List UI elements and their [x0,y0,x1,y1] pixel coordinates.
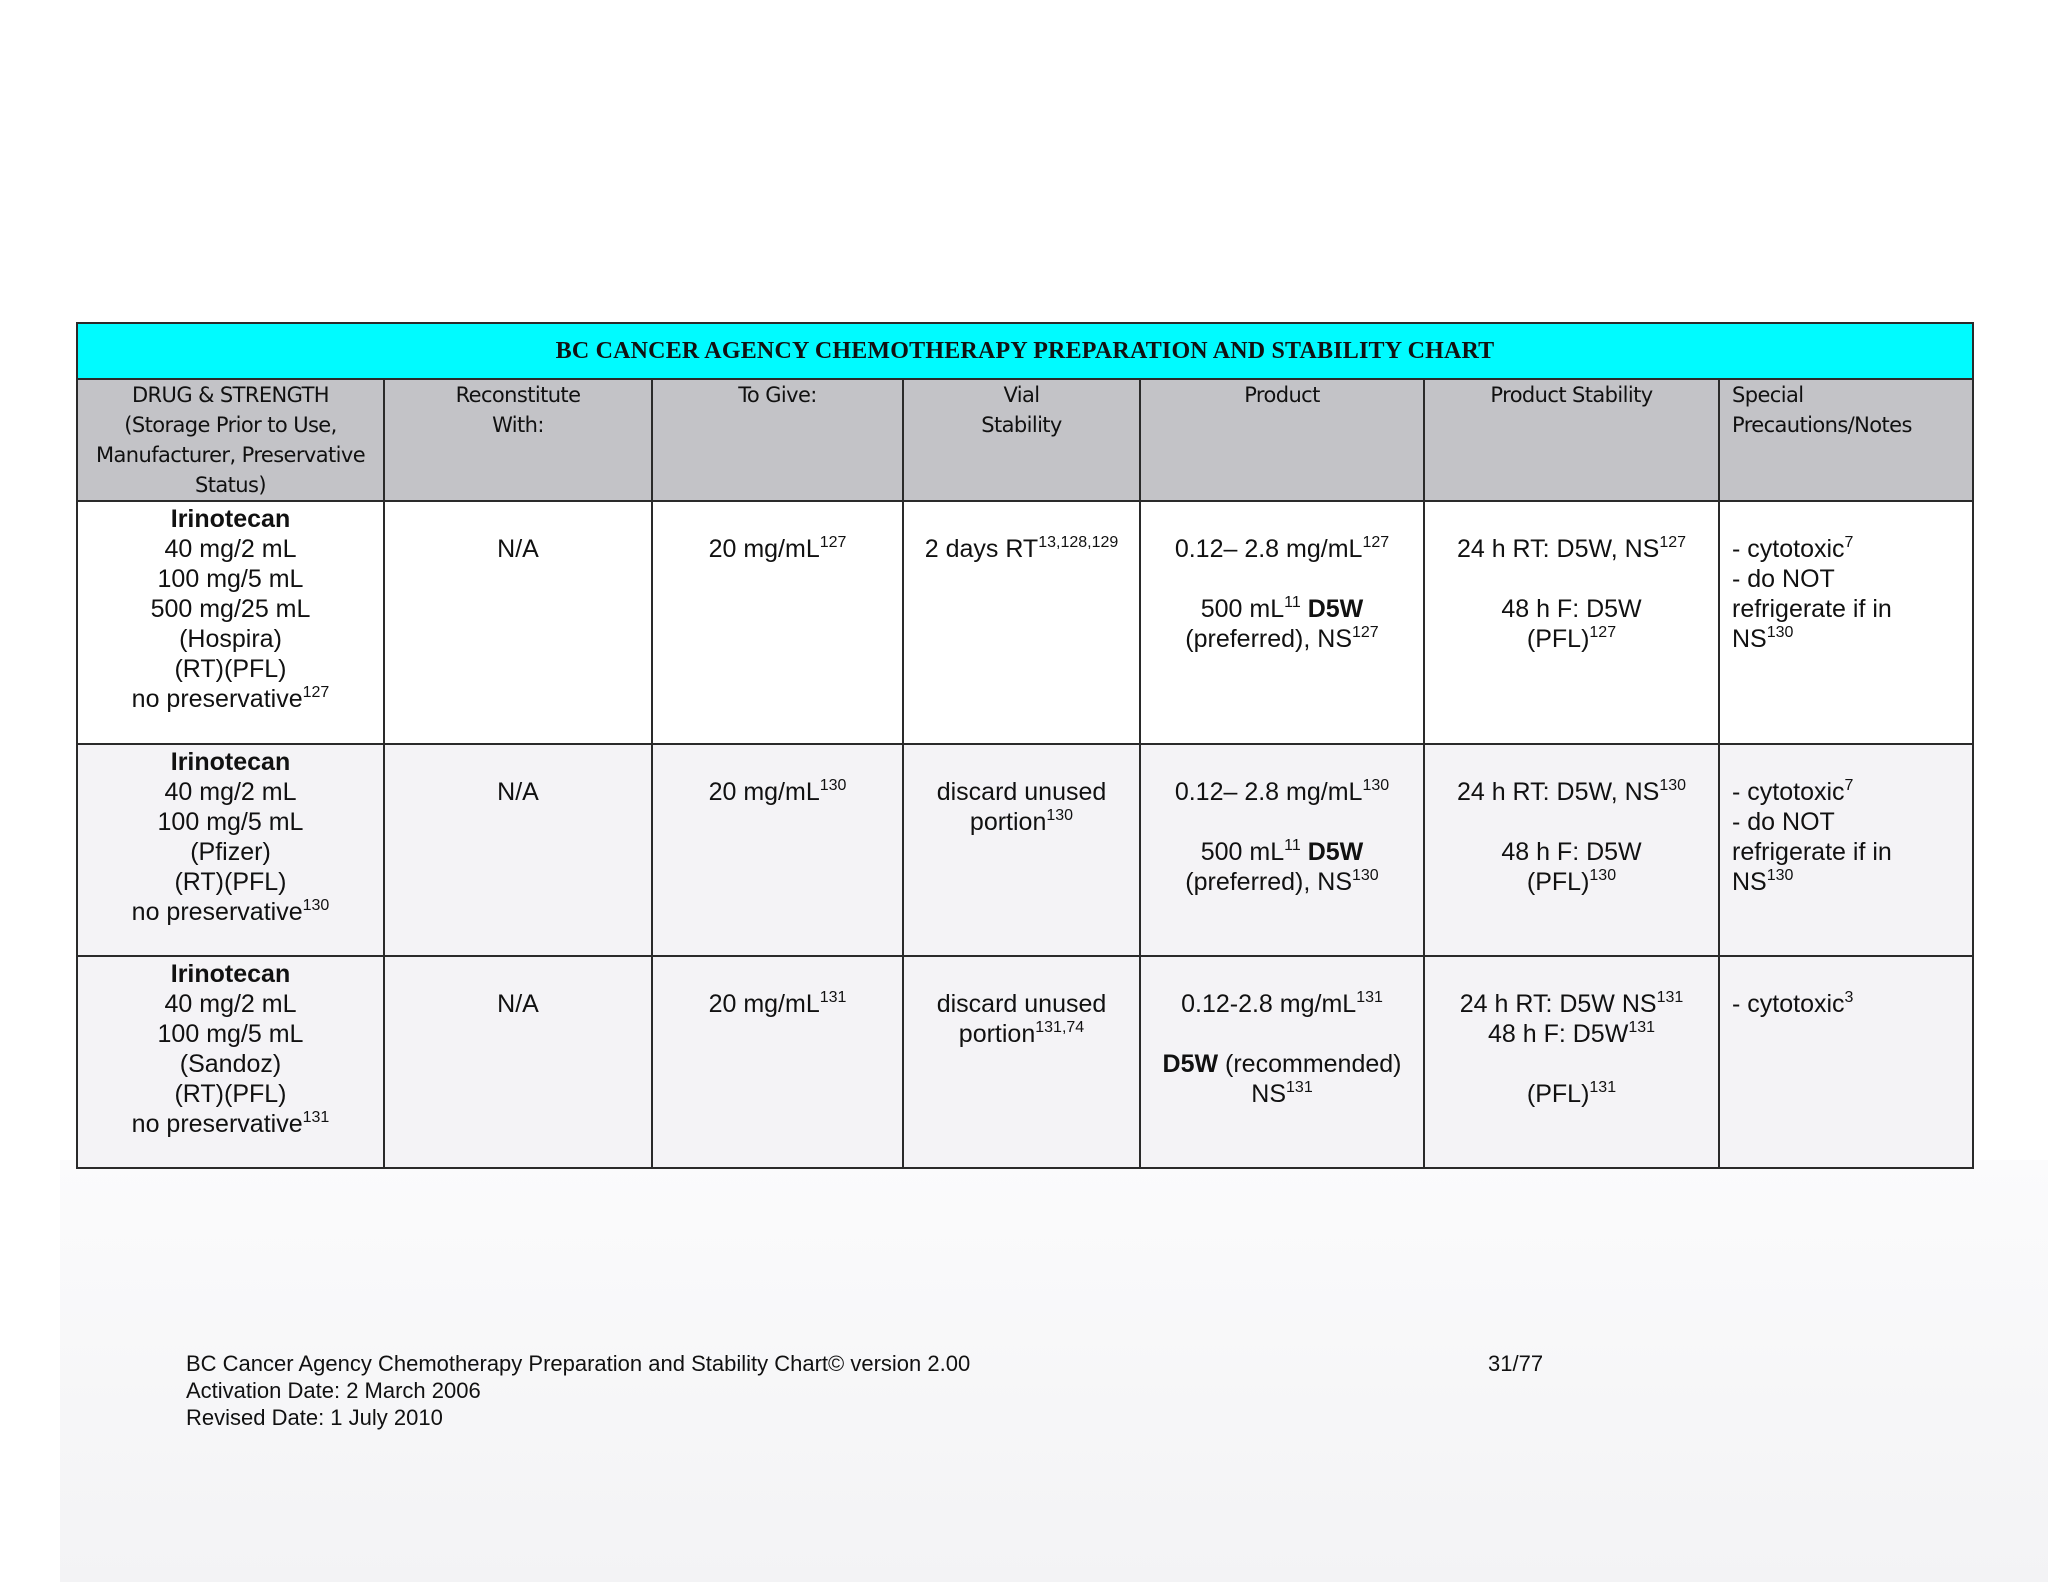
header-product-stability: Product Stability [1424,379,1719,501]
product-stability-cell: 24 h RT: D5W, NS$^{130}$ 48 h F: D5W (PFL)$^{130}$ [1424,744,1719,956]
footer-document-title: BC Cancer Agency Chemotherapy Preparation and Stability Chart© version 2.00 [186,1351,971,1376]
vial-stability-cell: discard unused portion$^{130}$ [903,744,1140,956]
product-stability-cell: 24 h RT: D5W, NS$^{127}$ 48 h F: D5W (PFL)$^{127}$ [1424,501,1719,744]
reconstitute-cell: N/A [384,744,652,956]
drug-cell: Irinotecan 40 mg/2 mL 100 mg/5 mL 500 mg/25 mL (Hospira) (RT)(PFL) no preservative$^{127}$ [77,501,384,744]
notes-cell: - cytotoxic$^7$ - do NOT refrigerate if in NS$^{130}$ [1719,501,1973,744]
to-give-cell: 20 $mg/mL^{127}$ [652,501,903,744]
product-cell: 0.12– 2.8 $mg/mL^{130}$ 500 $mL^{11}$ D5W (preferred), NS$^{130}$ [1140,744,1424,956]
header-product: Product [1140,379,1424,501]
header-drug-strength: DRUG & STRENGTH (Storage Prior to Use, Manufacturer, Preservative Status) [77,379,384,501]
header-vial-stability: Vial Stability [903,379,1140,501]
table-row [77,956,1973,1168]
reconstitute-cell: N/A [384,956,652,1168]
notes-cell: - cytotoxic$^3$ [1719,956,1973,1168]
notes-cell: - cytotoxic$^7$ - do NOT refrigerate if in NS$^{130}$ [1719,744,1973,956]
manufacturer: (Sandoz) [179,1050,282,1078]
manufacturer: (Pfizer) [190,838,271,866]
chart-title: BC CANCER AGENCY CHEMOTHERAPY PREPARATION AND STABILITY CHART [77,323,1973,379]
to-give-cell: 20 $mg/mL^{131}$ [652,956,903,1168]
product-cell: 0.12– 2.8 $mg/mL^{127}$ 500 $mL^{11}$ D5W (preferred), NS$^{127}$ [1140,501,1424,744]
product-stability-cell: 24 h RT: D5W NS$^{131}$ 48 h F: $D5W^{131}$ (PFL)$^{131}$ [1424,956,1719,1168]
footer-revised-date: Revised Date: 1 July 2010 [186,1405,443,1430]
drug-cell: Irinotecan 40 mg/2 mL 100 mg/5 mL (Pfizer) (RT)(PFL) no preservative$^{130}$ [77,744,384,956]
drug-name: Irinotecan [170,960,291,988]
page-number: 31/77 [1488,1351,1544,1376]
footer-activation-date: Activation Date: 2 March 2006 [186,1378,481,1403]
table-row [77,501,1973,744]
header-special-precautions: Special Precautions/Notes [1719,379,1973,501]
reconstitute-cell: N/A [384,501,652,744]
product-cell: 0.12-2.8 $mg/mL^{131}$ D5W (recommended) NS$^{131}$ [1140,956,1424,1168]
vial-stability-cell: 2 days RT$^{13,128,129}$ [903,501,1140,744]
drug-name: Irinotecan [170,505,291,533]
table-row [77,744,1973,956]
to-give-cell: 20 $mg/mL^{130}$ [652,744,903,956]
column-header-row [77,379,1973,501]
drug-cell: Irinotecan 40 mg/2 mL 100 mg/5 mL (Sandoz) (RT)(PFL) no preservative$^{131}$ [77,956,384,1168]
page-footer [186,1350,970,1431]
header-reconstitute: Reconstitute With: [384,379,652,501]
vial-stability-cell: discard unused portion$^{131,74}$ [903,956,1140,1168]
manufacturer: (Hospira) [179,625,282,653]
stability-chart-table [76,322,1974,1169]
header-to-give: To Give: [652,379,903,501]
drug-name: Irinotecan [170,748,291,776]
